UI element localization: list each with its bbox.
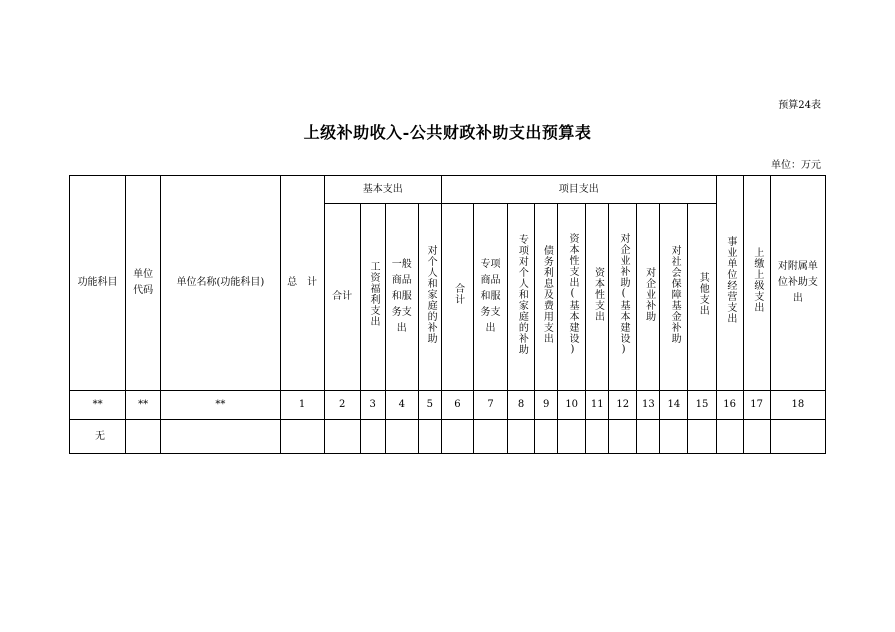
table-cell <box>660 420 688 454</box>
table-cell <box>688 420 716 454</box>
index-cell: ** <box>161 391 280 420</box>
table-cell <box>385 420 418 454</box>
table-cell <box>609 420 637 454</box>
table-cell <box>716 420 743 454</box>
table-cell <box>770 420 825 454</box>
table-cell <box>441 420 473 454</box>
header-total: 总 计 <box>280 176 324 391</box>
table-cell <box>743 420 770 454</box>
header-unit-code: 单位代码 <box>126 176 161 391</box>
header-project-goods: 专项商品和服务支出 <box>473 204 507 391</box>
table-cell <box>126 420 161 454</box>
index-cell: 13 <box>637 391 660 420</box>
header-basic-total: 合计 <box>324 204 360 391</box>
header-unit-name: 单位名称(功能科目) <box>161 176 280 391</box>
header-public-operating: 事业单位经营支出 <box>716 176 743 391</box>
row-func-subject: 无 <box>70 420 126 454</box>
table-cell <box>637 420 660 454</box>
header-func-subject: 功能科目 <box>70 176 126 391</box>
header-enterprise: 对企业补助 <box>637 204 660 391</box>
index-cell: 9 <box>535 391 558 420</box>
budget-table <box>69 175 826 454</box>
table-cell <box>473 420 507 454</box>
index-cell: 2 <box>324 391 360 420</box>
index-cell: ** <box>70 391 126 420</box>
header-capital: 资本性支出 <box>586 204 609 391</box>
header-personal-subsidy: 对个人和家庭的补助 <box>418 204 441 391</box>
header-project-group: 项目支出 <box>441 176 716 204</box>
header-other: 其他支出 <box>688 204 716 391</box>
index-cell: 15 <box>688 391 716 420</box>
header-debt-interest: 债务利息及费用支出 <box>535 204 558 391</box>
index-cell: 11 <box>586 391 609 420</box>
index-cell: 7 <box>473 391 507 420</box>
table-cell <box>535 420 558 454</box>
table-cell <box>360 420 385 454</box>
header-goods-services: 一般商品和服务支出 <box>385 204 418 391</box>
index-cell: 3 <box>360 391 385 420</box>
index-cell: 8 <box>508 391 535 420</box>
index-cell: 1 <box>280 391 324 420</box>
table-cell <box>161 420 280 454</box>
form-number: 预算24表 <box>778 100 821 111</box>
page-title: 上级补助收入-公共财政补助支出预算表 <box>303 123 592 142</box>
index-cell: 5 <box>418 391 441 420</box>
header-to-affiliated: 对附属单位补助支出 <box>770 176 825 391</box>
header-project-personal: 专项对个人和家庭的补助 <box>508 204 535 391</box>
index-cell: ** <box>126 391 161 420</box>
index-cell: 17 <box>743 391 770 420</box>
header-basic-group: 基本支出 <box>324 176 441 204</box>
index-cell: 4 <box>385 391 418 420</box>
table-cell <box>586 420 609 454</box>
table-row <box>70 420 826 454</box>
table-cell <box>324 420 360 454</box>
header-project-total: 合计 <box>441 204 473 391</box>
header-enterprise-basic: 对企业补助(基本建设) <box>609 204 637 391</box>
table-cell <box>558 420 586 454</box>
header-capital-basic: 资本性支出(基本建设) <box>558 204 586 391</box>
index-cell: 6 <box>441 391 473 420</box>
index-row <box>70 391 826 420</box>
table-cell <box>418 420 441 454</box>
header-to-superior: 上缴上级支出 <box>743 176 770 391</box>
index-cell: 10 <box>558 391 586 420</box>
index-cell: 16 <box>716 391 743 420</box>
unit-label: 单位：万元 <box>771 160 821 171</box>
index-cell: 14 <box>660 391 688 420</box>
table-cell <box>280 420 324 454</box>
header-wages: 工资福利支出 <box>360 204 385 391</box>
index-cell: 18 <box>770 391 825 420</box>
header-social-security: 对社会保障基金补助 <box>660 204 688 391</box>
table-cell <box>508 420 535 454</box>
index-cell: 12 <box>609 391 637 420</box>
